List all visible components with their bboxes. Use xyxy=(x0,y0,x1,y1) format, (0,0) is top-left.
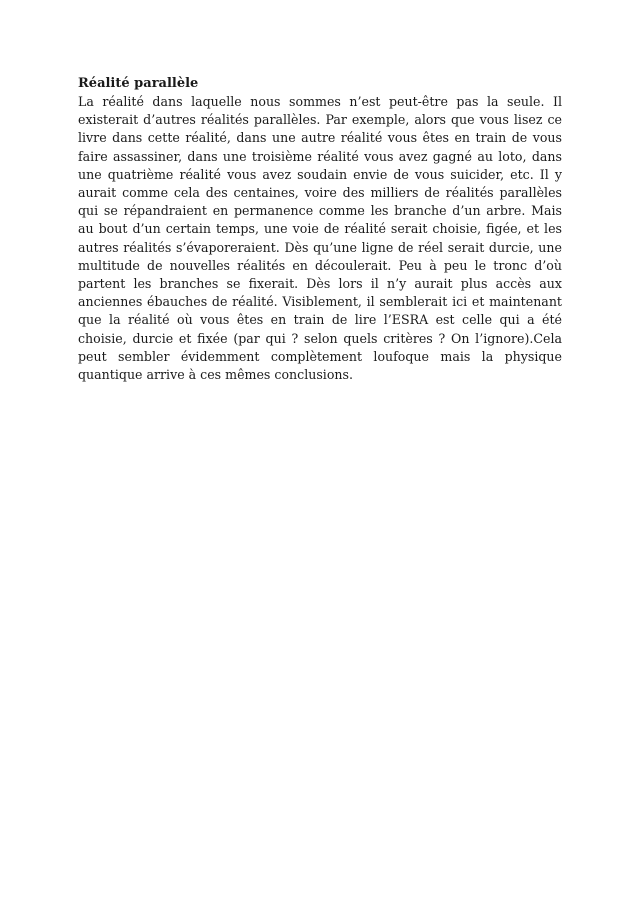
body-paragraph: La réalité dans laquelle nous sommes n’est peut-être pas la seule. Il existerait d’autres réalités parallèles. Par exemple, alors que vous lisez ce livre dans cette réalité, dans une autre réalité vous êtes en train de vous faire assassiner, dans une troisième réalité vous avez gagné au loto, dans une quatrième réalité vous avez soudain envie de vous suicider, etc. Il y aurait comme cela des centaines, voire des milliers de réalités parallèles qui se répandraient en permanence comme les branche d’un arbre. Mais au bout d’un certain temps, une voie de réalité serait choisie, figée, et les autres réalités s’évaporeraient. Dès qu’une ligne de réel serait durcie, une multitude de nouvelles réalités en découlerait. Peu à peu le tronc d’où partent les branches se fixerait. Dès lors il n’y aurait plus accès aux anciennes ébauches de réalité. Visiblement, il semblerait ici et maintenant que la réalité où vous êtes en train de lire l’ESRA est celle qui a été choisie, durcie et fixée (par qui ? selon quels critères ? On l’ignore).Cela peut sembler évidemment complètement loufoque mais la physique quantique arrive à ces mêmes conclusions. xyxy=(78,94,562,383)
document-title: Réalité parallèle xyxy=(78,76,199,91)
document-content xyxy=(78,75,562,384)
